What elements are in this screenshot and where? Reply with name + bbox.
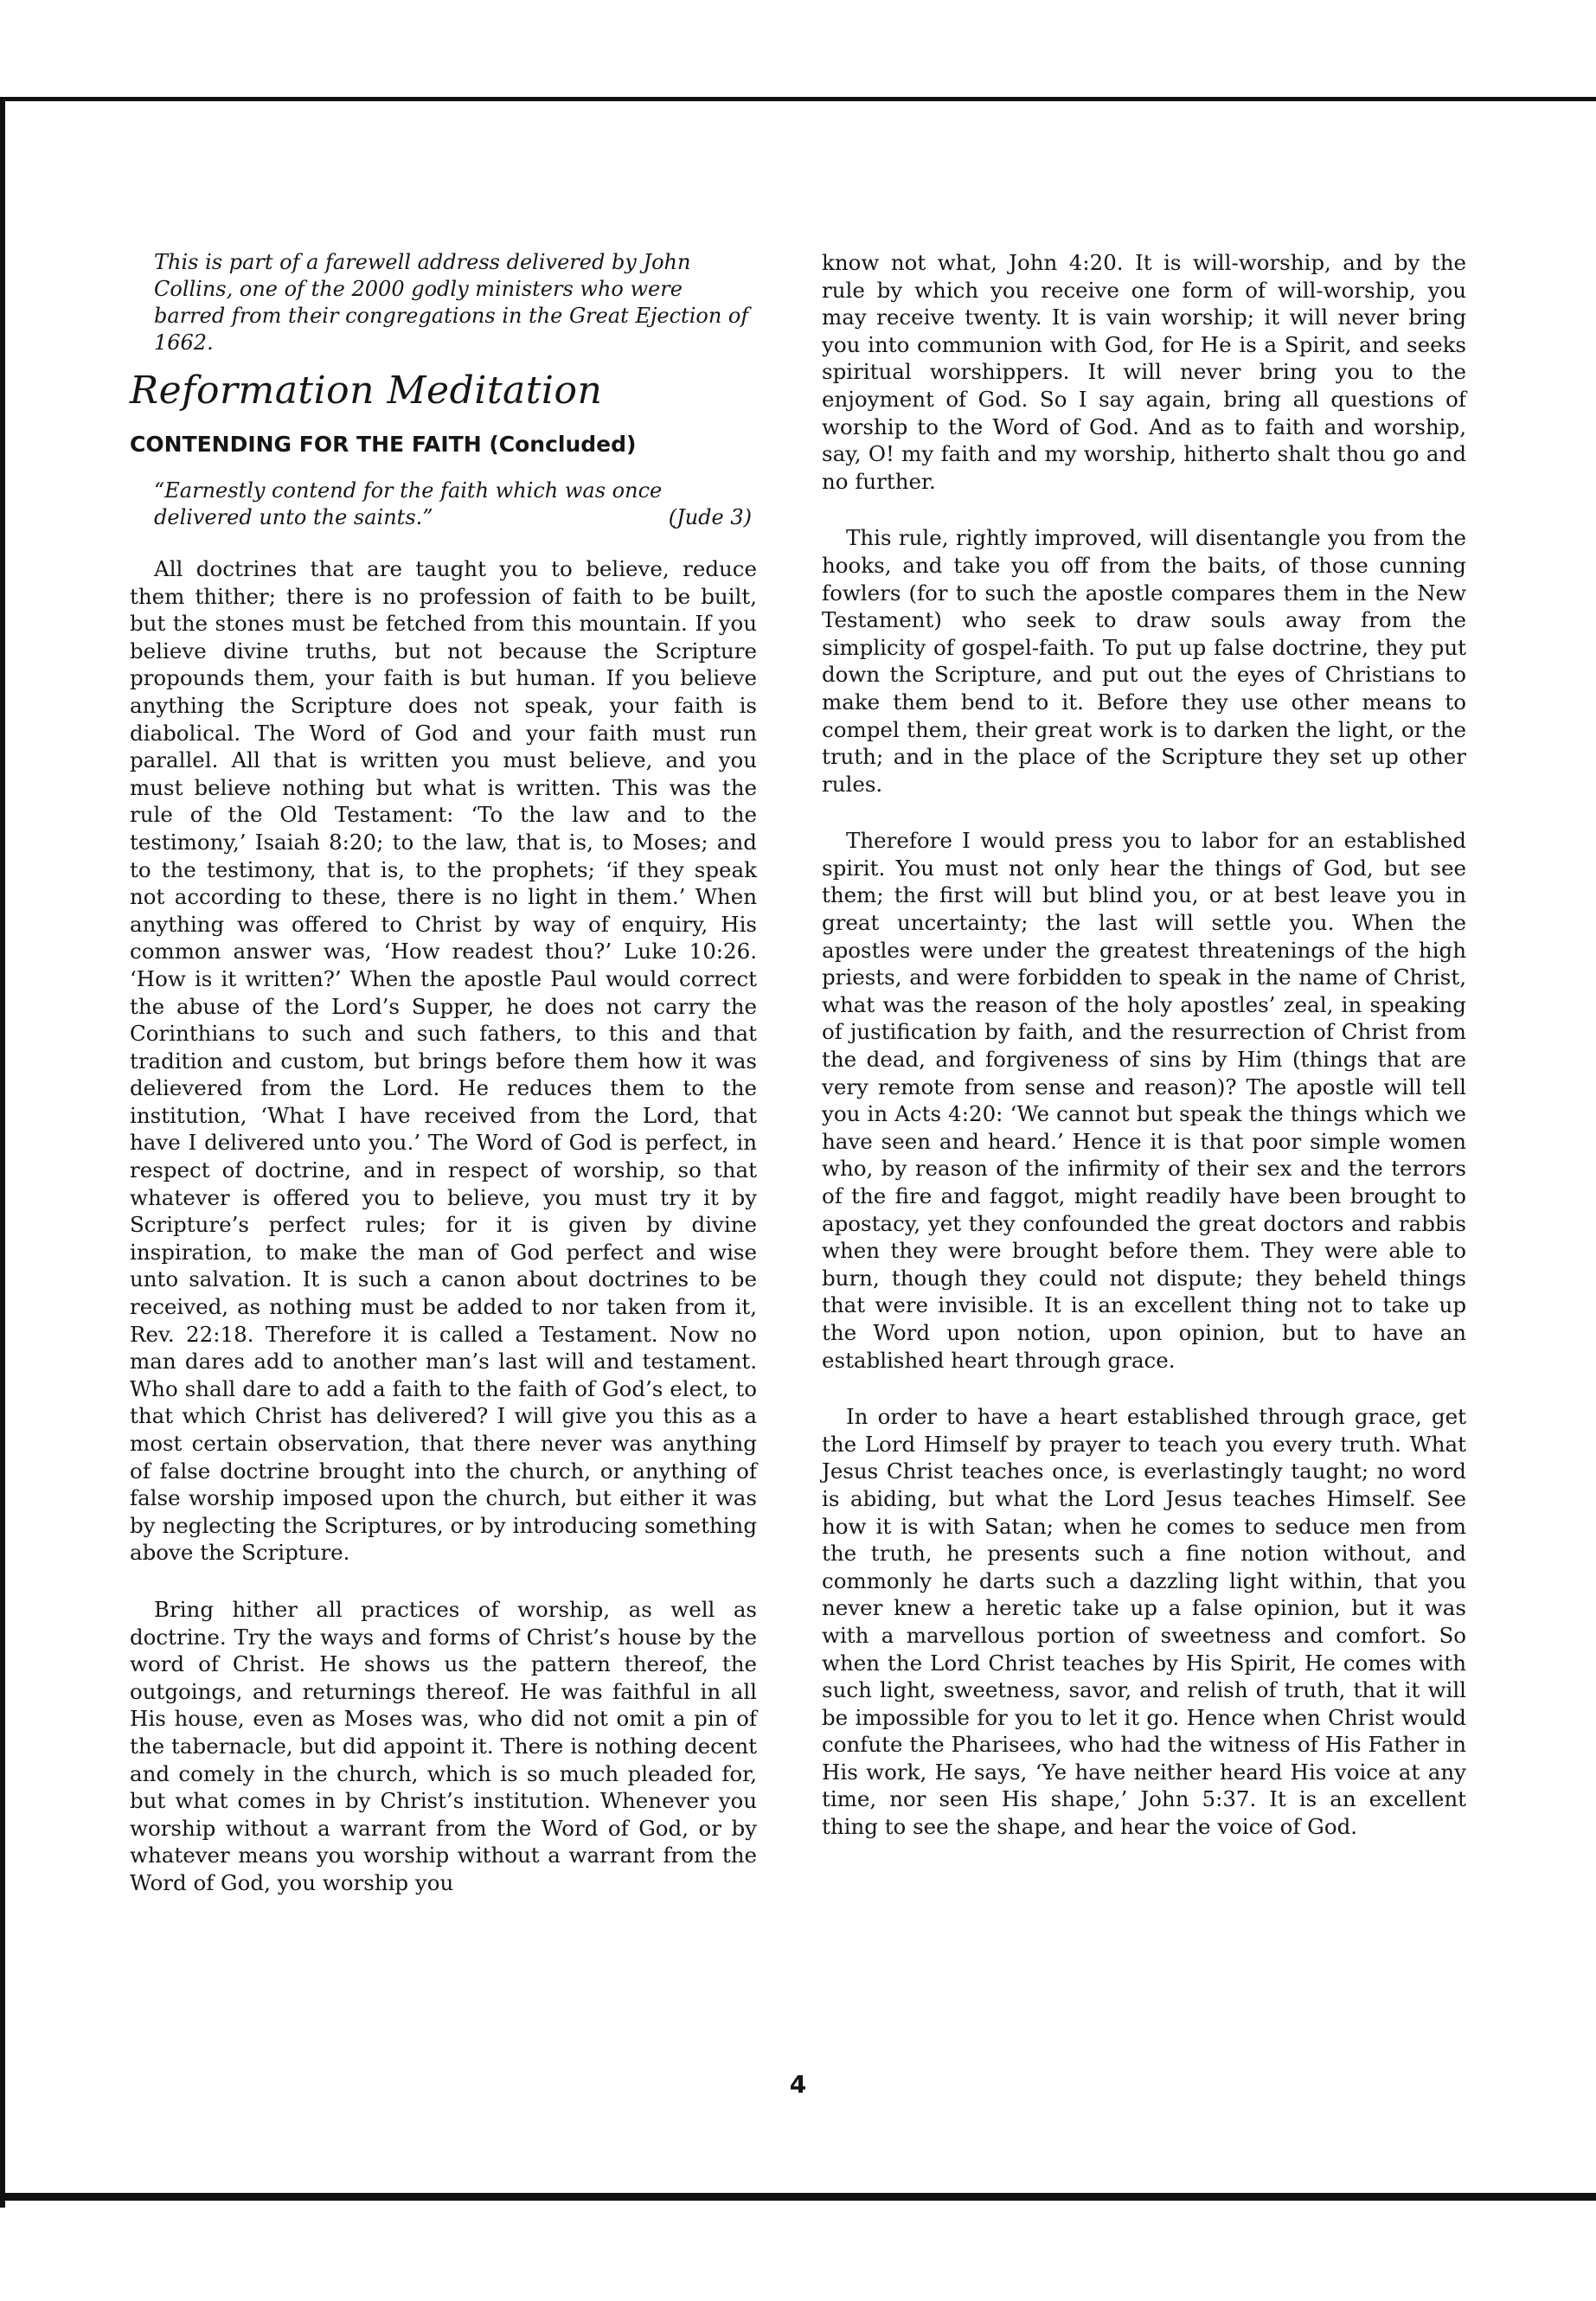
body-paragraph: Bring hither all practices of worship, as well as doctrine. Try the ways and forms of Christ’s house by the word of Christ. He shows us the pattern thereof, the outgoings, and returnings thereof. He was faithful in all His house, even as Moses was, who did not omit a pin of the tabernacle, but did appoint it. There is nothing decent and comely in the church, which is so much pleaded for, but what comes in by Christ’s institution. Whenever you worship without a warrant from the Word of God, or by whatever means you worship without a warrant from the Word of God, you worship you <box>130 1596 757 1895</box>
body-paragraph: Therefore I would press you to labor for an established spirit. You must not only hear the things of God, but see them; the first will but blind you, or at best leave you in great uncertainty; the last will settle you. When the apostles were under the greatest threatenings of the high priests, and were forbidden to speak in the name of Christ, what was the reason of the holy apostles’ zeal, in speaking of justification by faith, and the resurrection of Christ from the dead, and forgiveness of sins by Him (things that are very remote from sense and reason)? The apostle will tell you in Acts 4:20: ‘We cannot but speak the things which we have seen and heard.’ Hence it is that poor simple women who, by reason of the infirmity of their sex and the terrors of the fire and faggot, might readily have been brought to apostacy, yet they confounded the great doctors and rabbis when they were brought before them. They were able to burn, though they could not dispute; they beheld things that were invisible. It is an excellent thing not to take up the Word upon notion, upon opinion, but to have an established heart through grace. <box>822 828 1466 1373</box>
epigraph-quote: “Earnestly contend for the faith which was once delivered unto the saints.” <box>154 478 663 529</box>
right-column <box>822 249 1466 1870</box>
epigraph-reference: (Jude 3) <box>668 505 752 529</box>
body-paragraph: know not what, John 4:20. It is will-worship, and by the rule by which you receive one form of will-worship, you may receive twenty. It is vain worship; it will never bring you into communion with God, for He is a Spirit, and seeks spiritual worshippers. It will never bring you to the enjoyment of God. So I say again, bring all questions of worship to the Word of God. And as to faith and worship, say, O! my faith and my worship, hitherto shalt thou go and no further. <box>822 250 1466 494</box>
intro-note: This is part of a farewell address delivered by John Collins, one of the 2000 godly ministers who were barred from their congregations in the Great Ejection of 1662. <box>154 250 749 355</box>
body-paragraph: This rule, rightly improved, will disentangle you from the hooks, and take you off from the baits, of those cunning fowlers (for to such the apostle compares them in the New Testament) who seek to draw souls away from the simplicity of gospel-faith. To put up false doctrine, they put down the Scripture, and put out the eyes of Christians to make them bend to it. Before they use other means to compel them, their great work is to darken the light, or the truth; and in the place of the Scripture they set up other rules. <box>822 525 1466 797</box>
epigraph <box>154 478 757 531</box>
article-subtitle: CONTENDING FOR THE FAITH (Concluded) <box>130 432 637 457</box>
page-number: 4 <box>789 2070 807 2099</box>
page-border-bottom <box>0 2193 1596 2201</box>
article-title: Reformation Meditation <box>130 369 603 413</box>
page-border-left <box>0 97 5 2208</box>
page-border-top <box>0 97 1596 101</box>
left-column <box>130 249 757 1926</box>
body-paragraph: All doctrines that are taught you to believe, reduce them thither; there is no profession of faith to be built, but the stones must be fetched from this mountain. If you believe divine truths, but not because the Scripture propounds them, your faith is but human. If you believe anything the Scripture does not speak, your faith is diabolical. The Word of God and your faith must run parallel. All that is written you must believe, and you must believe nothing but what is written. This was the rule of the Old Testament: ‘To the law and to the testimony,’ Isaiah 8:20; to the law, that is, to Moses; and to the testimony, that is, to the prophets; ‘if they speak not according to these, there is no light in them.’ When anything was offered to Christ by way of enquiry, His common answer was, ‘How readest thou?’ Luke 10:26. ‘How is it written?’ When the apostle Paul would correct the abuse of the Lord’s Supper, he does not carry the Corinthians to such and such fathers, to this and that tradition and custom, but brings before them how it was delievered from the Lord. He reduces them to the institution, ‘What I have received from the Lord, that have I delivered unto you.’ The Word of God is perfect, in respect of doctrine, and in respect of worship, so that whatever is offered you to believe, you must try it by Scripture’s perfect rules; for it is given by divine inspiration, to make the man of God perfect and wise unto salvation. It is such a canon about doctrines to be received, as nothing must be added to nor taken from it, Rev. 22:18. Therefore it is called a Testament. Now no man dares add to another man’s last will and testament. Who shall dare to add a faith to the faith of God’s elect, to that which Christ has delivered? I will give you this as a most certain observation, that there never was anything of false doctrine brought into the church, or anything of false worship imposed upon the church, but either it was by neglecting the Scriptures, or by introducing something above the Scripture. <box>130 556 757 1566</box>
body-paragraph: In order to have a heart established through grace, get the Lord Himself by prayer to teach you every truth. What Jesus Christ teaches once, is everlastingly taught; no word is abiding, but what the Lord Jesus teaches Himself. See how it is with Satan; when he comes to seduce men from the truth, he presents such a fine notion without, and commonly he darts such a dazzling light within, that you never knew a heretic take up a false opinion, but it was with a marvellous portion of sweetness and comfort. So when the Lord Christ teaches by His Spirit, He comes with such light, sweetness, savor, and relish of truth, that it will be impossible for you to let it go. Hence when Christ would confute the Pharisees, who had the witness of His Father in His work, He says, ‘Ye have neither heard His voice at any time, nor seen His shape,’ John 5:37. It is an excellent thing to see the shape, and hear the voice of God. <box>822 1404 1466 1840</box>
